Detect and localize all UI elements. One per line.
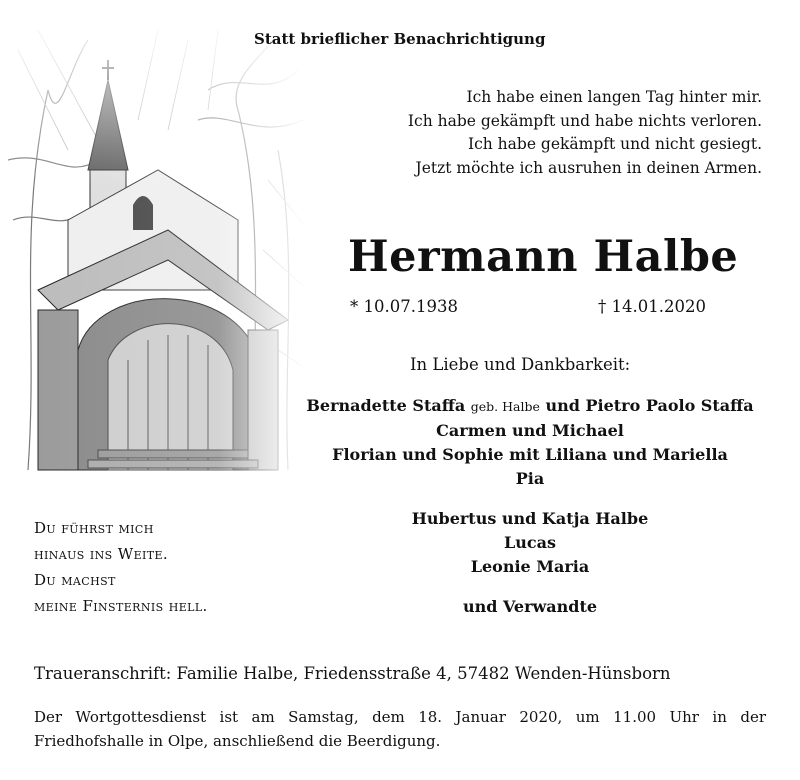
maiden-name: geb. Halbe [470, 399, 540, 414]
family-line: Pia [515, 469, 545, 488]
mourning-address: Traueranschrift: Familie Halbe, Friedensstraße 4, 57482 Wenden-Hünsborn [34, 664, 671, 683]
chapel-illustration [8, 30, 308, 480]
poem-line: meine Finsternis hell. [34, 597, 208, 615]
family-line [290, 394, 770, 419]
poem-line: Ich habe gekämpft und nicht gesiegt. [467, 135, 762, 153]
poem-right [408, 86, 762, 180]
thanks-line: In Liebe und Dankbarkeit: [410, 355, 631, 374]
family-line: Lucas [504, 533, 556, 552]
family-line: Carmen und Michael [436, 421, 624, 440]
family-name: und Pietro Paolo Staffa [545, 396, 754, 415]
poem-left [34, 515, 208, 619]
family-group-2 [290, 507, 770, 579]
poem-line: Ich habe gekämpft und habe nichts verloren. [407, 111, 762, 130]
family-relatives: und Verwandte [462, 597, 598, 616]
family-group-1 [290, 394, 770, 491]
deceased-name: Hermann Halbe [348, 232, 739, 282]
birth-date: * 10.07.1938 [350, 297, 458, 316]
poem-line: hinaus ins Weite. [34, 545, 169, 563]
service-line: Der Wortgottesdienst ist am Samstag, dem 18. Januar 2020, um 11.00 Uhr in der [34, 708, 766, 726]
family-line: Hubertus und Katja Halbe [411, 509, 649, 528]
family-line: Florian und Sophie mit Liliana und Mariella [332, 445, 728, 464]
header-notice: Statt brieflicher Benachrichtigung [254, 30, 546, 48]
family-name: Bernadette Staffa [306, 396, 466, 415]
death-date: † 14.01.2020 [598, 297, 706, 316]
poem-line: Du machst [34, 571, 116, 589]
service-line: Friedhofshalle in Olpe, anschließend die Beerdigung. [34, 732, 441, 750]
poem-line: Jetzt möchte ich ausruhen in deinen Armen. [415, 158, 762, 177]
poem-line: Ich habe einen langen Tag hinter mir. [466, 88, 762, 106]
service-info [34, 705, 766, 753]
family-line: Leonie Maria [470, 557, 590, 576]
poem-line: Du führst mich [34, 519, 154, 537]
